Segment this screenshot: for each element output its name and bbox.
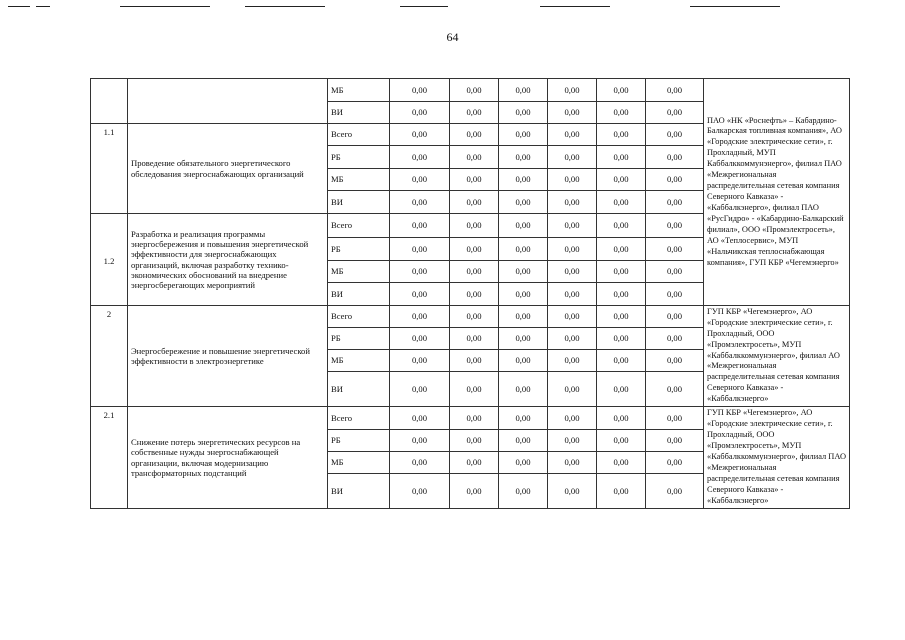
funding-source: Всего (328, 306, 390, 328)
item-number: 2.1 (91, 407, 128, 509)
top-rule (690, 6, 780, 7)
funding-source: ВИ (328, 283, 390, 306)
funding-source: Всего (328, 407, 390, 430)
funding-source: МБ (328, 79, 390, 102)
value-cell: 0,00 (499, 124, 548, 146)
funding-source: ВИ (328, 102, 390, 124)
value-cell: 0,00 (499, 283, 548, 306)
value-cell: 0,00 (499, 191, 548, 214)
table-row (91, 79, 850, 102)
value-cell: 0,00 (548, 261, 597, 283)
value-cell: 0,00 (450, 191, 499, 214)
value-cell: 0,00 (597, 124, 646, 146)
item-number (91, 79, 128, 124)
funding-source: ВИ (328, 372, 390, 407)
value-cell: 0,00 (450, 102, 499, 124)
value-cell: 0,00 (450, 238, 499, 261)
value-cell: 0,00 (499, 452, 548, 474)
value-cell: 0,00 (548, 306, 597, 328)
executors: ПАО «НК «Роснефть» – Кабардино-Балкарская топливная компания», АО «Городские электрические сети», г. Прохладный, МУП Каббалккоммунэнерго», филиал ПАО «Межрегиональная распределительная сетевая компания Северного Кавказа» - «Каббалкэнерго», филиал ПАО «РусГидро» - «Кабардино-Балкарский филиал», ООО «Промэлектросеть», АО «Теплосервис», МУП «Нальчикская теплоснабжающая компания», ГУП КБР «Чегемэнерго» (704, 79, 850, 306)
funding-source: Всего (328, 214, 390, 238)
value-cell: 0,00 (390, 124, 450, 146)
value-cell: 0,00 (646, 430, 704, 452)
top-rule (120, 6, 210, 7)
value-cell: 0,00 (597, 350, 646, 372)
value-cell: 0,00 (646, 283, 704, 306)
value-cell: 0,00 (390, 238, 450, 261)
value-cell: 0,00 (450, 146, 499, 169)
value-cell: 0,00 (548, 214, 597, 238)
value-cell: 0,00 (450, 169, 499, 191)
value-cell: 0,00 (499, 350, 548, 372)
value-cell: 0,00 (548, 169, 597, 191)
value-cell: 0,00 (548, 283, 597, 306)
funding-source: РБ (328, 328, 390, 350)
value-cell: 0,00 (499, 328, 548, 350)
value-cell: 0,00 (548, 124, 597, 146)
item-name: Снижение потерь энергетических ресурсов на собственные нужды энергоснабжающей организации, включая модернизацию трансформаторных подстанций (128, 407, 328, 509)
value-cell: 0,00 (646, 169, 704, 191)
value-cell: 0,00 (597, 238, 646, 261)
value-cell: 0,00 (646, 102, 704, 124)
value-cell: 0,00 (499, 102, 548, 124)
value-cell: 0,00 (646, 146, 704, 169)
funding-source: ВИ (328, 474, 390, 509)
program-table (90, 78, 850, 509)
value-cell: 0,00 (646, 124, 704, 146)
value-cell: 0,00 (499, 169, 548, 191)
value-cell: 0,00 (499, 238, 548, 261)
value-cell: 0,00 (597, 169, 646, 191)
value-cell: 0,00 (548, 430, 597, 452)
value-cell: 0,00 (646, 328, 704, 350)
value-cell: 0,00 (646, 261, 704, 283)
funding-source: МБ (328, 452, 390, 474)
value-cell: 0,00 (499, 214, 548, 238)
value-cell: 0,00 (646, 79, 704, 102)
funding-source: МБ (328, 350, 390, 372)
value-cell: 0,00 (390, 261, 450, 283)
value-cell: 0,00 (597, 306, 646, 328)
value-cell: 0,00 (548, 238, 597, 261)
value-cell: 0,00 (597, 407, 646, 430)
value-cell: 0,00 (548, 350, 597, 372)
value-cell: 0,00 (548, 474, 597, 509)
value-cell: 0,00 (450, 79, 499, 102)
value-cell: 0,00 (548, 191, 597, 214)
item-name: Энергосбережение и повышение энергетической эффективности в электроэнергетике (128, 306, 328, 407)
value-cell: 0,00 (597, 430, 646, 452)
value-cell: 0,00 (450, 261, 499, 283)
value-cell: 0,00 (450, 407, 499, 430)
value-cell: 0,00 (646, 407, 704, 430)
value-cell: 0,00 (548, 79, 597, 102)
value-cell: 0,00 (450, 350, 499, 372)
value-cell: 0,00 (450, 372, 499, 407)
value-cell: 0,00 (450, 283, 499, 306)
funding-source: РБ (328, 430, 390, 452)
value-cell: 0,00 (597, 372, 646, 407)
page-number: 64 (446, 30, 459, 44)
value-cell: 0,00 (390, 102, 450, 124)
funding-source: РБ (328, 146, 390, 169)
value-cell: 0,00 (390, 372, 450, 407)
value-cell: 0,00 (390, 474, 450, 509)
value-cell: 0,00 (450, 306, 499, 328)
value-cell: 0,00 (450, 214, 499, 238)
item-number: 1.2 (91, 214, 128, 306)
value-cell: 0,00 (390, 283, 450, 306)
value-cell: 0,00 (646, 474, 704, 509)
value-cell: 0,00 (597, 283, 646, 306)
value-cell: 0,00 (390, 146, 450, 169)
value-cell: 0,00 (390, 214, 450, 238)
value-cell: 0,00 (646, 372, 704, 407)
value-cell: 0,00 (499, 407, 548, 430)
item-name: Разработка и реализация программы энергосбережения и повышения энергетической эффективности для энергоснабжающих организаций, включая разработку технико-экономических обоснований на внедрение энергосберегающих мероприятий (128, 214, 328, 306)
value-cell: 0,00 (646, 306, 704, 328)
value-cell: 0,00 (499, 306, 548, 328)
value-cell: 0,00 (450, 328, 499, 350)
value-cell: 0,00 (548, 102, 597, 124)
executors: ГУП КБР «Чегемэнерго», АО «Городские электрические сети», г. Прохладный, ООО «Промэлектросеть», МУП «Каббалккоммунэнерго», филиал ПАО «Межрегиональная распределительная сетевая компания Северного Кавказа» - «Каббалкэнерго» (704, 407, 850, 509)
top-rule (245, 6, 325, 7)
value-cell: 0,00 (548, 146, 597, 169)
value-cell: 0,00 (499, 430, 548, 452)
value-cell: 0,00 (646, 238, 704, 261)
value-cell: 0,00 (390, 169, 450, 191)
funding-source: МБ (328, 169, 390, 191)
value-cell: 0,00 (499, 474, 548, 509)
value-cell: 0,00 (597, 102, 646, 124)
value-cell: 0,00 (390, 452, 450, 474)
executors: ГУП КБР «Чегемэнерго», АО «Городские электрические сети», г. Прохладный, ООО «Промэлектросеть», МУП «Каббалккоммунэнерго», филиал АО «Межрегиональная распределительная сетевая компания Северного Кавказа» - «Каббалкэнерго» (704, 306, 850, 407)
value-cell: 0,00 (548, 407, 597, 430)
value-cell: 0,00 (450, 430, 499, 452)
value-cell: 0,00 (597, 214, 646, 238)
value-cell: 0,00 (450, 124, 499, 146)
funding-source: Всего (328, 124, 390, 146)
value-cell: 0,00 (646, 214, 704, 238)
value-cell: 0,00 (548, 372, 597, 407)
value-cell: 0,00 (597, 474, 646, 509)
value-cell: 0,00 (390, 79, 450, 102)
top-rule (36, 6, 50, 7)
value-cell: 0,00 (499, 79, 548, 102)
value-cell: 0,00 (390, 306, 450, 328)
value-cell: 0,00 (548, 328, 597, 350)
funding-source: РБ (328, 238, 390, 261)
value-cell: 0,00 (499, 261, 548, 283)
value-cell: 0,00 (390, 430, 450, 452)
item-name (128, 79, 328, 124)
value-cell: 0,00 (499, 146, 548, 169)
value-cell: 0,00 (646, 191, 704, 214)
value-cell: 0,00 (597, 452, 646, 474)
value-cell: 0,00 (597, 328, 646, 350)
value-cell: 0,00 (597, 261, 646, 283)
item-number: 2 (91, 306, 128, 407)
value-cell: 0,00 (597, 191, 646, 214)
table-row (91, 407, 850, 430)
top-rule (400, 6, 448, 7)
value-cell: 0,00 (390, 191, 450, 214)
top-rule (8, 6, 30, 7)
value-cell: 0,00 (450, 452, 499, 474)
item-name: Проведение обязательного энергетического обследования энергоснабжающих организаций (128, 124, 328, 214)
value-cell: 0,00 (450, 474, 499, 509)
value-cell: 0,00 (548, 452, 597, 474)
value-cell: 0,00 (597, 79, 646, 102)
value-cell: 0,00 (390, 328, 450, 350)
item-number: 1.1 (91, 124, 128, 214)
funding-source: ВИ (328, 191, 390, 214)
table-row (91, 306, 850, 328)
value-cell: 0,00 (390, 350, 450, 372)
funding-source: МБ (328, 261, 390, 283)
value-cell: 0,00 (646, 350, 704, 372)
top-rule (540, 6, 610, 7)
value-cell: 0,00 (597, 146, 646, 169)
value-cell: 0,00 (499, 372, 548, 407)
value-cell: 0,00 (646, 452, 704, 474)
value-cell: 0,00 (390, 407, 450, 430)
